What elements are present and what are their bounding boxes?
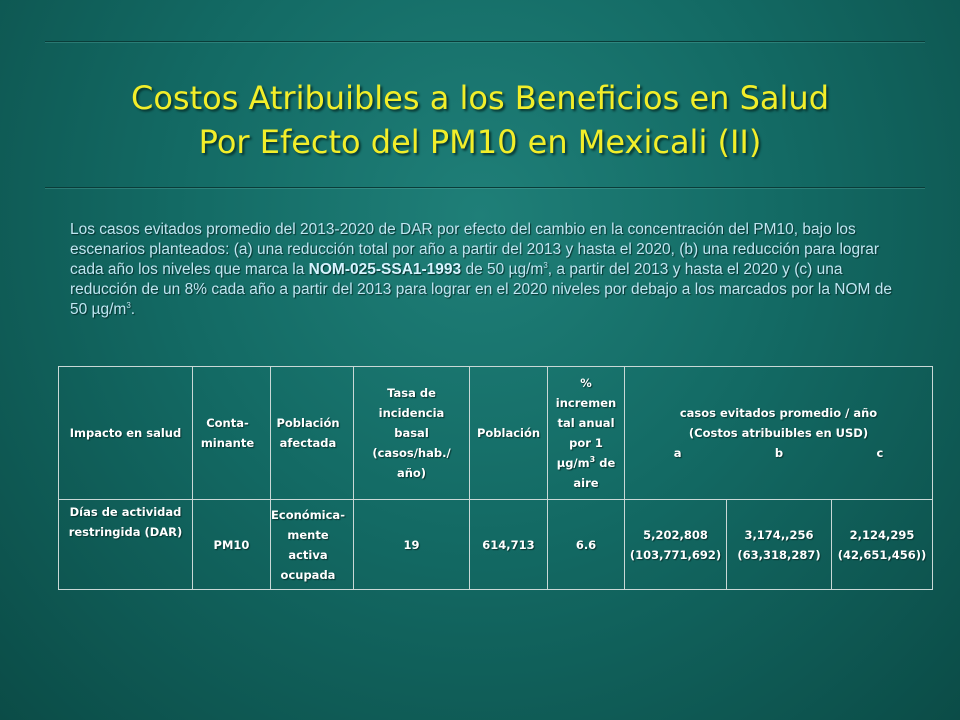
header-poblacion-afectada: Población afectada xyxy=(271,367,354,500)
header-tasa-incidencia: Tasa de incidencia basal (casos/hab./ año) xyxy=(354,367,470,500)
title-line-1: Costos Atribuibles a los Beneficios en Salud xyxy=(130,79,829,117)
table-header-row xyxy=(59,367,933,500)
scenario-b-label: b xyxy=(774,446,784,460)
nom-standard: NOM-025-SSA1-1993 xyxy=(308,261,462,278)
description-paragraph: Los casos evitados promedio del 2013-2020 de DAR por efecto del cambio en la concentración del PM10, bajo los escenarios planteados: (a) una reducción total por año a partir del 2013 y hasta el 2020, (b) una reducción para lograr cada año los niveles que marca la NOM-025-SSA1-1993 de 50 $\mu g/m^3$, a partir del 2013 y hasta el 2020 y (c) una reducción de un 8% cada año a partir del 2013 para lograr en el 2020 niveles por debajo a los marcados por la NOM de 50 $\mu g/m^3$. xyxy=(70,221,893,318)
health-costs-table xyxy=(58,366,933,590)
top-divider xyxy=(45,40,925,43)
cell-incremento: 6.6 xyxy=(548,500,625,590)
header-incremento: % incremen tal anual por 1 $\mu g/m^3$ de aire xyxy=(548,367,625,500)
cell-scenario-c: 2,124,295 (42,651,456)) xyxy=(832,500,933,590)
header-casos-evitados: casos evitados promedio / año (Costos atribuibles en USD) a b c xyxy=(625,367,933,500)
cell-scenario-b: 3,174,,256 (63,318,287) xyxy=(727,500,832,590)
slide-title xyxy=(0,76,960,164)
title-divider xyxy=(45,186,925,189)
scenario-a-label: a xyxy=(673,446,682,460)
title-line-2: Por Efecto del PM10 en Mexicali (II) xyxy=(198,123,762,161)
cell-tasa: 19 xyxy=(354,500,470,590)
table-row xyxy=(59,500,933,590)
cell-impacto: Días de actividad restringida (DAR) xyxy=(59,500,193,590)
scenario-labels xyxy=(627,443,930,463)
header-contaminante: Conta- minante xyxy=(193,367,271,500)
cell-contaminante: PM10 xyxy=(193,500,271,590)
header-poblacion: Población xyxy=(470,367,548,500)
header-impacto: Impacto en salud xyxy=(59,367,193,500)
scenario-c-label: c xyxy=(876,446,884,460)
cell-scenario-a: 5,202,808 (103,771,692) xyxy=(625,500,727,590)
cell-poblacion-afectada: Económica- mente activa ocupada xyxy=(271,500,354,590)
cell-poblacion: 614,713 xyxy=(470,500,548,590)
